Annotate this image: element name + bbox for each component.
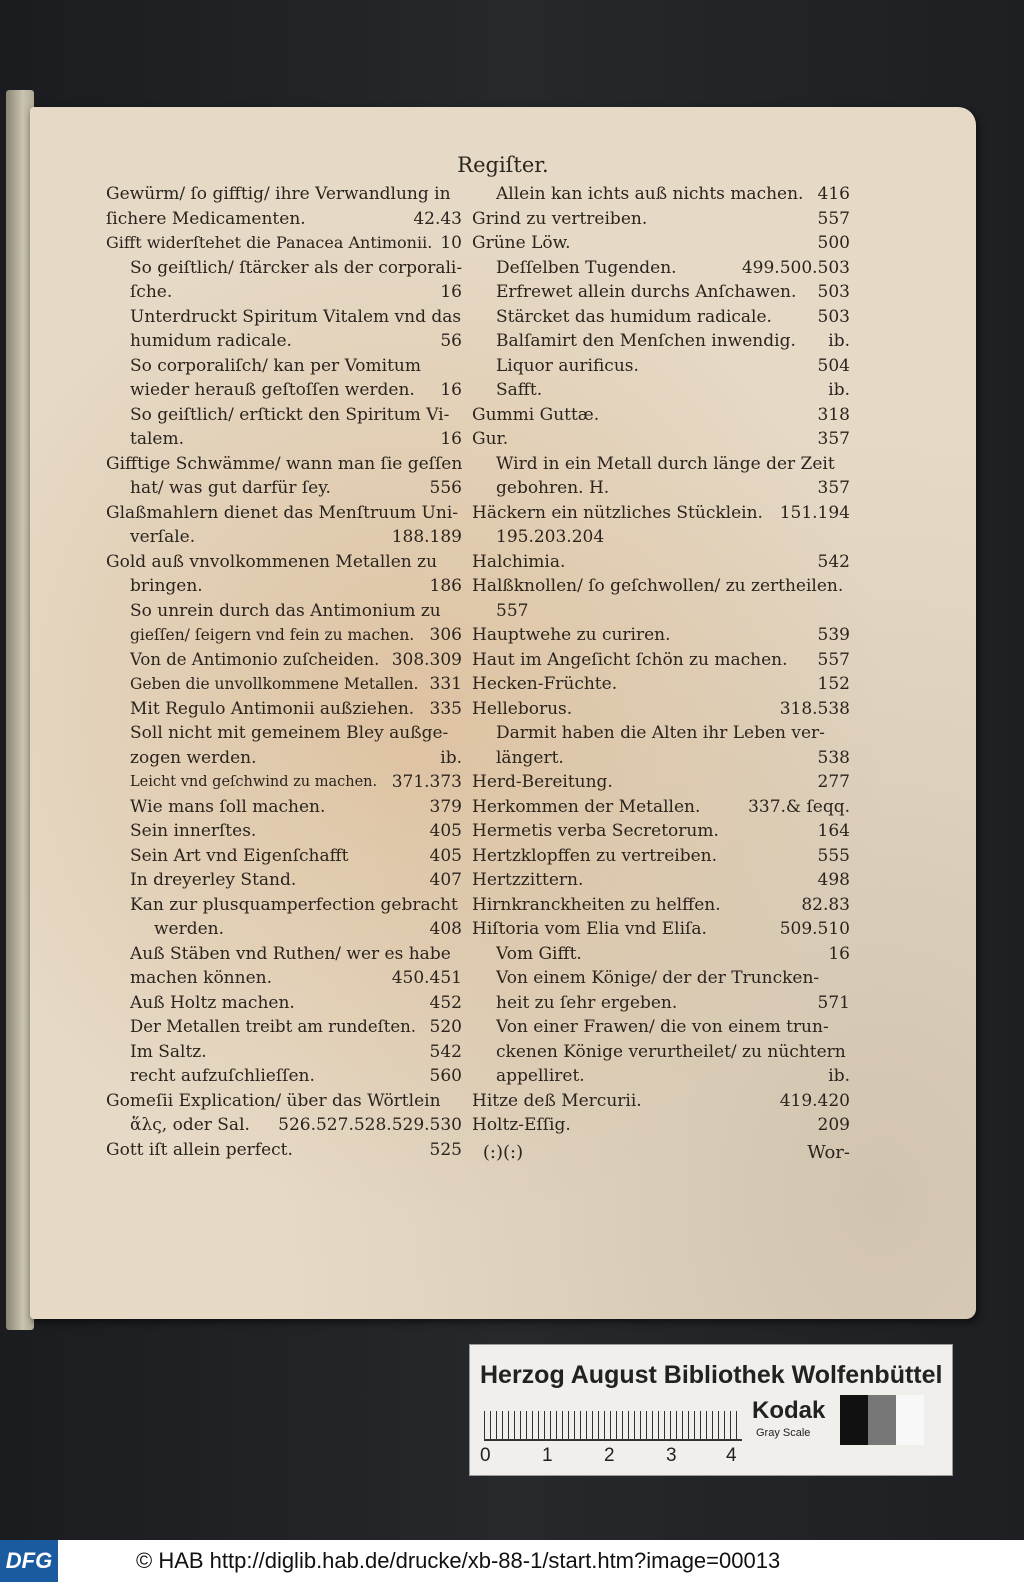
index-entry: [472, 942, 850, 967]
index-entry: [106, 746, 462, 771]
gray-patch-black: [840, 1395, 868, 1445]
entry-page-number: 337.& ſeqq.: [748, 796, 850, 817]
entry-text: So corporaliſch/ kan per Vomitum: [130, 355, 421, 376]
gray-patch-white: [896, 1395, 924, 1445]
entry-text: Vom Gifft.: [496, 943, 582, 964]
entry-text: So geiſtlich/ ſtärcker als der corporali-: [130, 257, 462, 278]
index-entry: [472, 550, 850, 575]
entry-text: gieſſen/ ſeigern vnd fein zu machen.: [130, 626, 415, 644]
index-entry: [472, 746, 850, 771]
index-entry: [472, 795, 850, 820]
entry-text: Erfrewet allein durchs Anſchawen.: [496, 282, 797, 302]
entry-page-number: 331: [429, 674, 462, 694]
entry-text: Gummi Guttæ.: [472, 404, 600, 425]
entry-page-number: 520: [429, 1017, 462, 1037]
index-entry: [472, 182, 850, 207]
entry-page-number: 16: [440, 380, 462, 400]
entry-text: Darmit haben die Alten ihr Leben ver-: [496, 723, 825, 743]
entry-text: Gott iſt allein perfect.: [106, 1139, 293, 1160]
index-entry: [472, 623, 850, 648]
index-entry: [106, 672, 462, 697]
entry-text: In dreyerley Stand.: [130, 870, 297, 890]
entry-page-number: 498: [817, 870, 850, 890]
entry-page-number: 407: [429, 870, 462, 890]
index-entry: [472, 256, 850, 281]
book-page: [30, 107, 976, 1319]
entry-text: Holtz-Eſſig.: [472, 1115, 571, 1135]
entry-text: Wie mans ſoll machen.: [130, 796, 326, 817]
index-entry: [106, 893, 462, 918]
index-entry: [472, 991, 850, 1016]
index-entry: [106, 427, 462, 452]
index-entry: [472, 1015, 850, 1040]
entry-text: Halchimia.: [472, 551, 566, 572]
gray-patch-mid: [868, 1395, 896, 1445]
credit-line: © HAB http://diglib.hab.de/drucke/xb-88-1/start.htm?image=00013: [136, 1548, 781, 1573]
entry-text: verſale.: [130, 527, 196, 547]
index-entry: [472, 697, 850, 722]
entry-text: Soll nicht mit gemeinem Bley außge-: [130, 723, 449, 743]
entry-page-number: 419.420: [779, 1090, 850, 1111]
entry-page-number: 209: [817, 1115, 850, 1135]
entry-page-number: 16: [440, 282, 462, 302]
ruler-number: 2: [604, 1445, 615, 1466]
index-entry: [106, 525, 462, 550]
index-entry: [472, 770, 850, 795]
index-entry: [472, 574, 850, 599]
entry-page-number: 503: [817, 306, 850, 327]
index-entry: [106, 697, 462, 722]
entry-text: Der Metallen treibt am rundeſten.: [130, 1017, 417, 1036]
entry-page-number: 450.451: [391, 968, 462, 988]
entry-page-number: ib.: [440, 747, 462, 768]
index-entry: [472, 1089, 850, 1114]
index-entry: [106, 991, 462, 1016]
entry-text: ſche.: [130, 282, 173, 302]
entry-text: So unrein durch das Antimonium zu: [130, 600, 441, 621]
index-entry: [106, 721, 462, 746]
entry-page-number: 408: [429, 919, 462, 939]
gray-scale-label: Gray Scale: [756, 1427, 811, 1439]
entry-page-number: 538: [817, 747, 850, 768]
entry-page-number: 526.527.528.529.530: [278, 1115, 462, 1135]
entry-page-number: 308.309: [391, 649, 462, 670]
entry-text: Von einer Frawen/ die von einem trun-: [496, 1017, 829, 1037]
entry-page-number: 318.538: [779, 698, 850, 719]
entry-text: Gold auß vnvolkommenen Metallen zu: [106, 551, 438, 572]
entry-page-number: 499.500.503: [741, 257, 850, 278]
index-entry: [106, 329, 462, 354]
index-column-right: [472, 182, 850, 1138]
entry-text: Grind zu vertreiben.: [472, 208, 648, 229]
index-entry: [472, 403, 850, 428]
entry-text: Haut im Angeſicht ſchön zu machen.: [472, 649, 788, 670]
index-entry: [106, 599, 462, 624]
index-entry: [106, 1040, 462, 1065]
index-entry: [472, 1040, 850, 1065]
entry-page-number: 318: [817, 404, 850, 425]
index-entry: [106, 231, 462, 256]
index-entry: [472, 476, 850, 501]
index-entry: [472, 599, 850, 624]
index-entry: [106, 795, 462, 820]
index-entry: [472, 207, 850, 232]
index-entry: [106, 403, 462, 428]
entry-text: ἅλς, oder Sal.: [130, 1115, 250, 1135]
entry-page-number: 509.510: [779, 919, 850, 939]
entry-page-number: ib.: [828, 331, 850, 351]
index-entry: [106, 574, 462, 599]
entry-page-number: 556: [429, 478, 462, 498]
index-entry: [106, 256, 462, 281]
page-title: Regiſter.: [457, 153, 549, 177]
entry-text: heit zu ſehr ergeben.: [496, 992, 678, 1013]
entry-text: Gur.: [472, 429, 509, 449]
index-entry: [106, 966, 462, 991]
entry-text: Auß Stäben vnd Ruthen/ wer es habe: [130, 943, 451, 964]
entry-text: Gomeſii Explication/ über das Wörtlein: [106, 1090, 441, 1111]
entry-text: Sein Art vnd Eigenſchafft: [130, 845, 349, 866]
entry-text: zogen werden.: [130, 747, 257, 768]
entry-text: Unterdruckt Spiritum Vitalem vnd das: [130, 306, 462, 327]
index-entry: [472, 501, 850, 526]
index-entry: [106, 819, 462, 844]
index-entry: [106, 280, 462, 305]
entry-text: gebohren. H.: [496, 478, 610, 498]
entry-text: Mit Regulo Antimonii außziehen.: [130, 698, 415, 719]
entry-text: Hitze deß Mercurii.: [472, 1090, 642, 1111]
index-entry: [106, 868, 462, 893]
entry-text: Allein kan ichts auß nichts machen.: [496, 184, 804, 204]
entry-page-number: 56: [440, 331, 462, 351]
entry-text: längert.: [496, 747, 564, 768]
entry-page-number: 16: [440, 429, 462, 449]
entry-page-number: 557: [817, 208, 850, 229]
entry-text: Halßknollen/ ſo geſchwollen/ zu zertheilen.: [472, 576, 844, 596]
entry-text: Hertzzittern.: [472, 870, 584, 890]
entry-page-number: 335: [429, 698, 462, 719]
entry-page-number: 542: [429, 1041, 462, 1062]
entry-page-number: 539: [817, 625, 850, 645]
entry-text: Wird in ein Metall durch länge der Zeit: [496, 453, 835, 474]
entry-text: hat/ was gut darfür ſey.: [130, 478, 331, 498]
index-entry: [106, 501, 462, 526]
index-entry: [106, 917, 462, 942]
index-entry: [472, 1064, 850, 1089]
entry-text: Safft.: [496, 380, 543, 400]
index-column-left: [106, 182, 462, 1162]
entry-text: Von de Antimonio zuſcheiden.: [130, 649, 380, 669]
entry-text: Herd-Bereitung.: [472, 772, 613, 792]
entry-text: Im Saltz.: [130, 1041, 207, 1062]
entry-page-number: 542: [817, 551, 850, 572]
index-entry: [106, 1089, 462, 1114]
entry-text: Deſſelben Tugenden.: [496, 257, 677, 278]
entry-text: Gewürm/ ſo gifftig/ ihre Verwandlung in: [106, 184, 451, 204]
ruler-number: 3: [666, 1445, 677, 1466]
entry-text: 557: [496, 600, 529, 621]
index-entry: [472, 721, 850, 746]
index-entry: [472, 378, 850, 403]
index-entry: [106, 1113, 462, 1138]
index-entry: [106, 550, 462, 575]
entry-text: Auß Holtz machen.: [130, 992, 295, 1013]
index-entry: [106, 770, 462, 795]
entry-text: Grüne Löw.: [472, 233, 571, 253]
entry-page-number: 152: [817, 674, 850, 694]
entry-text: Gifftige Schwämme/ wann man ſie geſſen: [106, 453, 462, 474]
entry-text: Glaßmahlern dienet das Menſtruum Uni-: [106, 502, 459, 523]
index-entry: [472, 917, 850, 942]
index-entry: [472, 280, 850, 305]
entry-page-number: 379: [429, 796, 462, 817]
index-entry: [106, 942, 462, 967]
entry-page-number: 42.43: [413, 208, 462, 229]
entry-page-number: 82.83: [801, 894, 850, 915]
entry-page-number: 416: [817, 184, 850, 204]
entry-page-number: 557: [817, 649, 850, 670]
ruler-number: 0: [480, 1445, 491, 1466]
entry-text: Herkommen der Metallen.: [472, 796, 701, 817]
entry-text: Gifft widerſtehet die Panacea Antimonii.: [106, 233, 433, 252]
entry-text: talem.: [130, 429, 184, 449]
footer-bar: [0, 1540, 1024, 1582]
entry-page-number: 188.189: [391, 527, 462, 547]
entry-text: werden.: [154, 919, 225, 939]
index-entry: [106, 378, 462, 403]
index-entry: [106, 182, 462, 207]
entry-text: Stärcket das humidum radicale.: [496, 306, 772, 327]
index-entry: [106, 354, 462, 379]
entry-text: Hauptwehe zu curiren.: [472, 625, 671, 645]
ruler-number: 4: [726, 1445, 737, 1466]
entry-page-number: 306: [429, 625, 462, 645]
entry-page-number: 504: [817, 355, 850, 376]
entry-text: ſichere Medicamenten.: [106, 208, 306, 229]
entry-text: Hertzklopffen zu vertreiben.: [472, 845, 717, 866]
entry-text: Hermetis verba Secretorum.: [472, 821, 719, 841]
entry-text: Hirnkranckheiten zu helffen.: [472, 894, 721, 915]
index-entry: [106, 476, 462, 501]
entry-text: So geiſtlich/ erſtickt den Spiritum Vi-: [130, 404, 450, 425]
entry-page-number: 186: [429, 576, 462, 596]
entry-text: Helleborus.: [472, 698, 573, 719]
ruler-scale: [484, 1411, 742, 1441]
index-entry: [472, 305, 850, 330]
entry-text: Von einem Könige/ der der Truncken-: [496, 968, 820, 988]
entry-text: wieder herauß geſtoſſen werden.: [130, 380, 415, 400]
index-entry: [472, 672, 850, 697]
index-entry: [472, 452, 850, 477]
index-entry: [472, 844, 850, 869]
index-entry: [106, 844, 462, 869]
entry-text: Häckern ein nützliches Stücklein.: [472, 502, 763, 523]
entry-text: Leicht vnd geſchwind zu machen.: [130, 774, 378, 790]
entry-text: ckenen Könige verurtheilet/ zu nüchtern: [496, 1041, 846, 1062]
index-entry: [472, 868, 850, 893]
entry-page-number: 500: [817, 233, 850, 253]
entry-text: Balſamirt den Menſchen inwendig.: [496, 331, 796, 351]
entry-text: Hecken-Früchte.: [472, 674, 618, 694]
entry-page-number: 560: [429, 1066, 462, 1086]
index-entry: [106, 1064, 462, 1089]
entry-text: appelliret.: [496, 1066, 585, 1086]
kodak-logo: Kodak: [752, 1397, 826, 1424]
index-entry: [472, 893, 850, 918]
entry-text: Hiſtoria vom Elia vnd Eliſa.: [472, 919, 707, 939]
library-name: Herzog August Bibliothek Wolfenbüttel: [480, 1361, 943, 1389]
dfg-logo: DFG: [0, 1540, 58, 1582]
index-entry: [472, 648, 850, 673]
signature-mark: (:)(:): [482, 1142, 524, 1163]
entry-page-number: ib.: [828, 1066, 850, 1086]
entry-page-number: 525: [429, 1139, 462, 1160]
entry-page-number: 405: [429, 821, 462, 841]
index-entry: [472, 1113, 850, 1138]
color-calibration-bar: [469, 1344, 953, 1476]
entry-page-number: 503: [817, 282, 850, 302]
index-entry: [472, 231, 850, 256]
entry-page-number: 151.194: [779, 502, 850, 523]
index-entry: [472, 819, 850, 844]
entry-page-number: 371.373: [391, 772, 462, 792]
index-entry: [106, 1015, 462, 1040]
entry-page-number: 357: [817, 429, 850, 449]
index-entry: [106, 648, 462, 673]
entry-page-number: ib.: [828, 380, 850, 400]
entry-page-number: 10: [440, 233, 462, 253]
index-entry: [472, 427, 850, 452]
entry-text: Liquor aurificus.: [496, 355, 639, 376]
index-entry: [472, 329, 850, 354]
catchword: Wor-: [807, 1142, 850, 1163]
index-entry: [106, 623, 462, 648]
entry-text: recht aufzuſchlieſſen.: [130, 1066, 315, 1086]
entry-text: Kan zur plusquamperfection gebracht: [130, 894, 458, 915]
index-entry: [106, 207, 462, 232]
index-entry: [106, 452, 462, 477]
entry-page-number: 16: [828, 943, 850, 964]
entry-text: humidum radicale.: [130, 331, 292, 351]
index-entry: [472, 966, 850, 991]
index-entry: [472, 525, 850, 550]
entry-page-number: 164: [817, 821, 850, 841]
index-entry: [106, 305, 462, 330]
entry-page-number: 571: [817, 992, 850, 1013]
entry-text: Geben die unvollkommene Metallen.: [130, 675, 419, 693]
entry-text: machen können.: [130, 968, 272, 988]
entry-page-number: 277: [817, 772, 850, 792]
entry-text: Sein innerſtes.: [130, 821, 257, 841]
entry-page-number: 357: [817, 478, 850, 498]
entry-page-number: 405: [429, 845, 462, 866]
entry-page-number: 555: [817, 845, 850, 866]
entry-text: bringen.: [130, 576, 203, 596]
index-entry: [472, 354, 850, 379]
entry-page-number: 452: [429, 992, 462, 1013]
entry-text: 195.203.204: [496, 527, 605, 547]
ruler-number: 1: [542, 1445, 553, 1466]
